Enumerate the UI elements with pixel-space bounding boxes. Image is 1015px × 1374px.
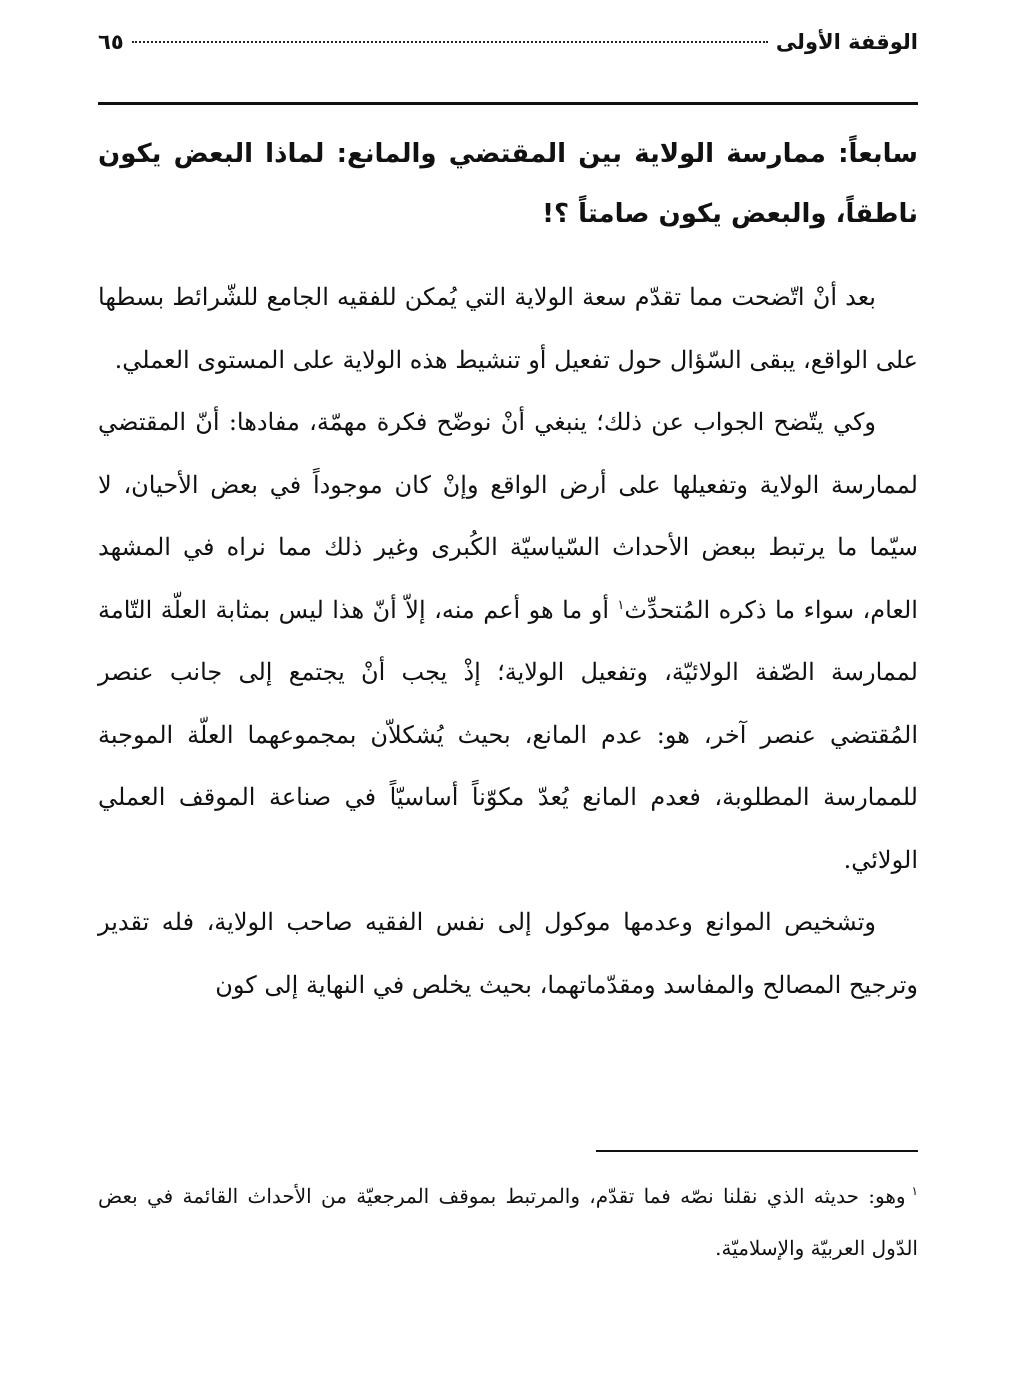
paragraph: وتشخيص الموانع وعدمها موكول إلى نفس الفقيه صاحب الولاية، فله تقدير وترجيح المصالح والمفاسد ومقدّماتهما، بحيث يخلص في النهاية إلى كون	[98, 908, 918, 999]
section-heading: سابعاً: ممارسة الولاية بين المقتضي والمانع: لماذا البعض يكون ناطقاً، والبعض يكون صامتاً ؟!	[98, 139, 918, 229]
body-text	[98, 266, 918, 1016]
footnotes	[98, 1170, 918, 1274]
paragraph-text: أو ما هو أعم منه، إلاّ أنّ هذا ليس بمثابة العلّة التّامة لممارسة الصّفة الولائيّة، وتفعيل الولاية؛ إذْ يجب أنْ يجتمع إلى جانب عنصر المُقتضي عنصر آخر، هو: عدم المانع، بحيث يُشكلاّن بمجموعهما العلّة الموجبة للممارسة المطلوبة، فعدم المانع يُعدّ مكوّناً أساسيّاً في صناعة الموقف العملي الولائي.	[98, 595, 918, 874]
book-page	[98, 0, 918, 1374]
footnote-reference[interactable]: ١	[617, 597, 625, 613]
paragraph-text: وكي يتّضح الجواب عن ذلك؛ ينبغي أنْ نوضّح فكرة مهمّة، مفادها: أنّ المقتضي لممارسة الولاية وتفعيلها على أرض الواقع وإنْ كان موجوداً في بعض الأحيان، لا سيّما ما يرتبط ببعض الأحداث السّياسيّة الكُبرى وغير ذلك مما نراه في المشهد العام، سواء ما ذكره المُتحدِّث	[98, 408, 918, 624]
footnote	[98, 1170, 918, 1274]
footnote-divider	[596, 1150, 918, 1152]
paragraph: بعد أنْ اتّضحت مما تقدّم سعة الولاية التي يُمكن للفقيه الجامع للشّرائط بسطها على الواقع، يبقى السّؤال حول تفعيل أو تنشيط هذه الولاية على المستوى العملي.	[98, 283, 918, 374]
paragraph	[98, 391, 918, 891]
footnote-text: وهو: حديثه الذي نقلنا نصّه فما تقدّم، والمرتبط بموقف المرجعيّة من الأحداث القائمة في بعض الدّول العربيّة والإسلاميّة.	[98, 1184, 918, 1260]
dotted-leader	[132, 41, 768, 43]
page-number: ٦٥	[98, 30, 124, 54]
footnote-marker: ١	[911, 1184, 918, 1199]
header-divider	[98, 102, 918, 105]
running-title: الوقفة الأولى	[775, 30, 918, 54]
running-header	[98, 30, 918, 70]
